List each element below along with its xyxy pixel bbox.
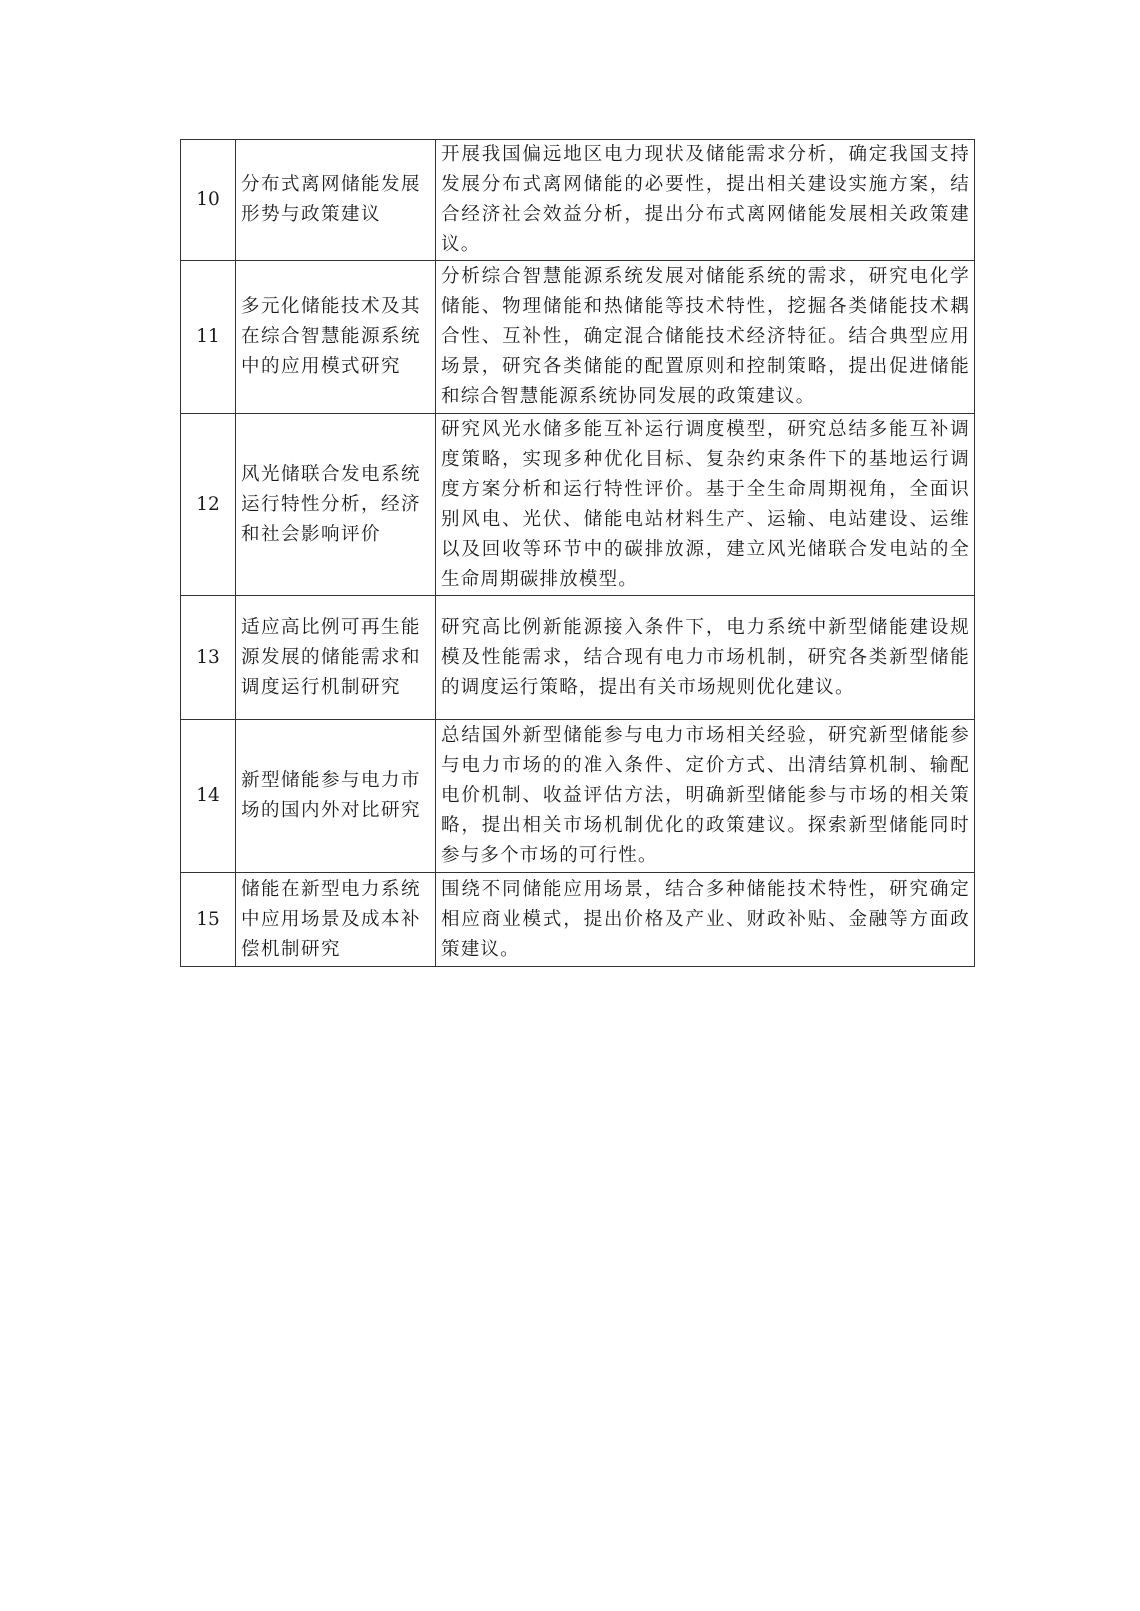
row-number: 12	[181, 414, 236, 596]
research-topics-table	[180, 139, 975, 967]
row-number: 13	[181, 596, 236, 720]
topic-title: 风光储联合发电系统运行特性分析，经济和社会影响评价	[236, 414, 436, 596]
row-number: 11	[181, 261, 236, 414]
table-row	[181, 140, 975, 261]
table-row	[181, 596, 975, 720]
topic-description: 开展我国偏远地区电力现状及储能需求分析，确定我国支持发展分布式离网储能的必要性，提出相关建设实施方案，结合经济社会效益分析，提出分布式离网储能发展相关政策建议。	[436, 140, 975, 261]
row-number: 15	[181, 873, 236, 967]
table-row	[181, 414, 975, 596]
topic-title: 适应高比例可再生能源发展的储能需求和调度运行机制研究	[236, 596, 436, 720]
topic-title: 分布式离网储能发展形势与政策建议	[236, 140, 436, 261]
topic-description: 总结国外新型储能参与电力市场相关经验，研究新型储能参与电力市场的的准入条件、定价方式、出清结算机制、输配电价机制、收益评估方法，明确新型储能参与市场的相关策略，提出相关市场机制优化的政策建议。探索新型储能同时参与多个市场的可行性。	[436, 720, 975, 873]
topic-title: 储能在新型电力系统中应用场景及成本补偿机制研究	[236, 873, 436, 967]
topic-description: 围绕不同储能应用场景，结合多种储能技术特性，研究确定相应商业模式，提出价格及产业、财政补贴、金融等方面政策建议。	[436, 873, 975, 967]
row-number: 14	[181, 720, 236, 873]
table-row	[181, 720, 975, 873]
row-number: 10	[181, 140, 236, 261]
table-row	[181, 873, 975, 967]
topic-description: 研究高比例新能源接入条件下，电力系统中新型储能建设规模及性能需求，结合现有电力市场机制，研究各类新型储能的调度运行策略，提出有关市场规则优化建议。	[436, 596, 975, 720]
topic-title: 新型储能参与电力市场的国内外对比研究	[236, 720, 436, 873]
table-row	[181, 261, 975, 414]
topic-description: 研究风光水储多能互补运行调度模型，研究总结多能互补调度策略，实现多种优化目标、复杂约束条件下的基地运行调度方案分析和运行特性评价。基于全生命周期视角，全面识别风电、光伏、储能电站材料生产、运输、电站建设、运维以及回收等环节中的碳排放源，建立风光储联合发电站的全生命周期碳排放模型。	[436, 414, 975, 596]
topic-description: 分析综合智慧能源系统发展对储能系统的需求，研究电化学储能、物理储能和热储能等技术特性，挖掘各类储能技术耦合性、互补性，确定混合储能技术经济特征。结合典型应用场景，研究各类储能的配置原则和控制策略，提出促进储能和综合智慧能源系统协同发展的政策建议。	[436, 261, 975, 414]
topic-title: 多元化储能技术及其在综合智慧能源系统中的应用模式研究	[236, 261, 436, 414]
